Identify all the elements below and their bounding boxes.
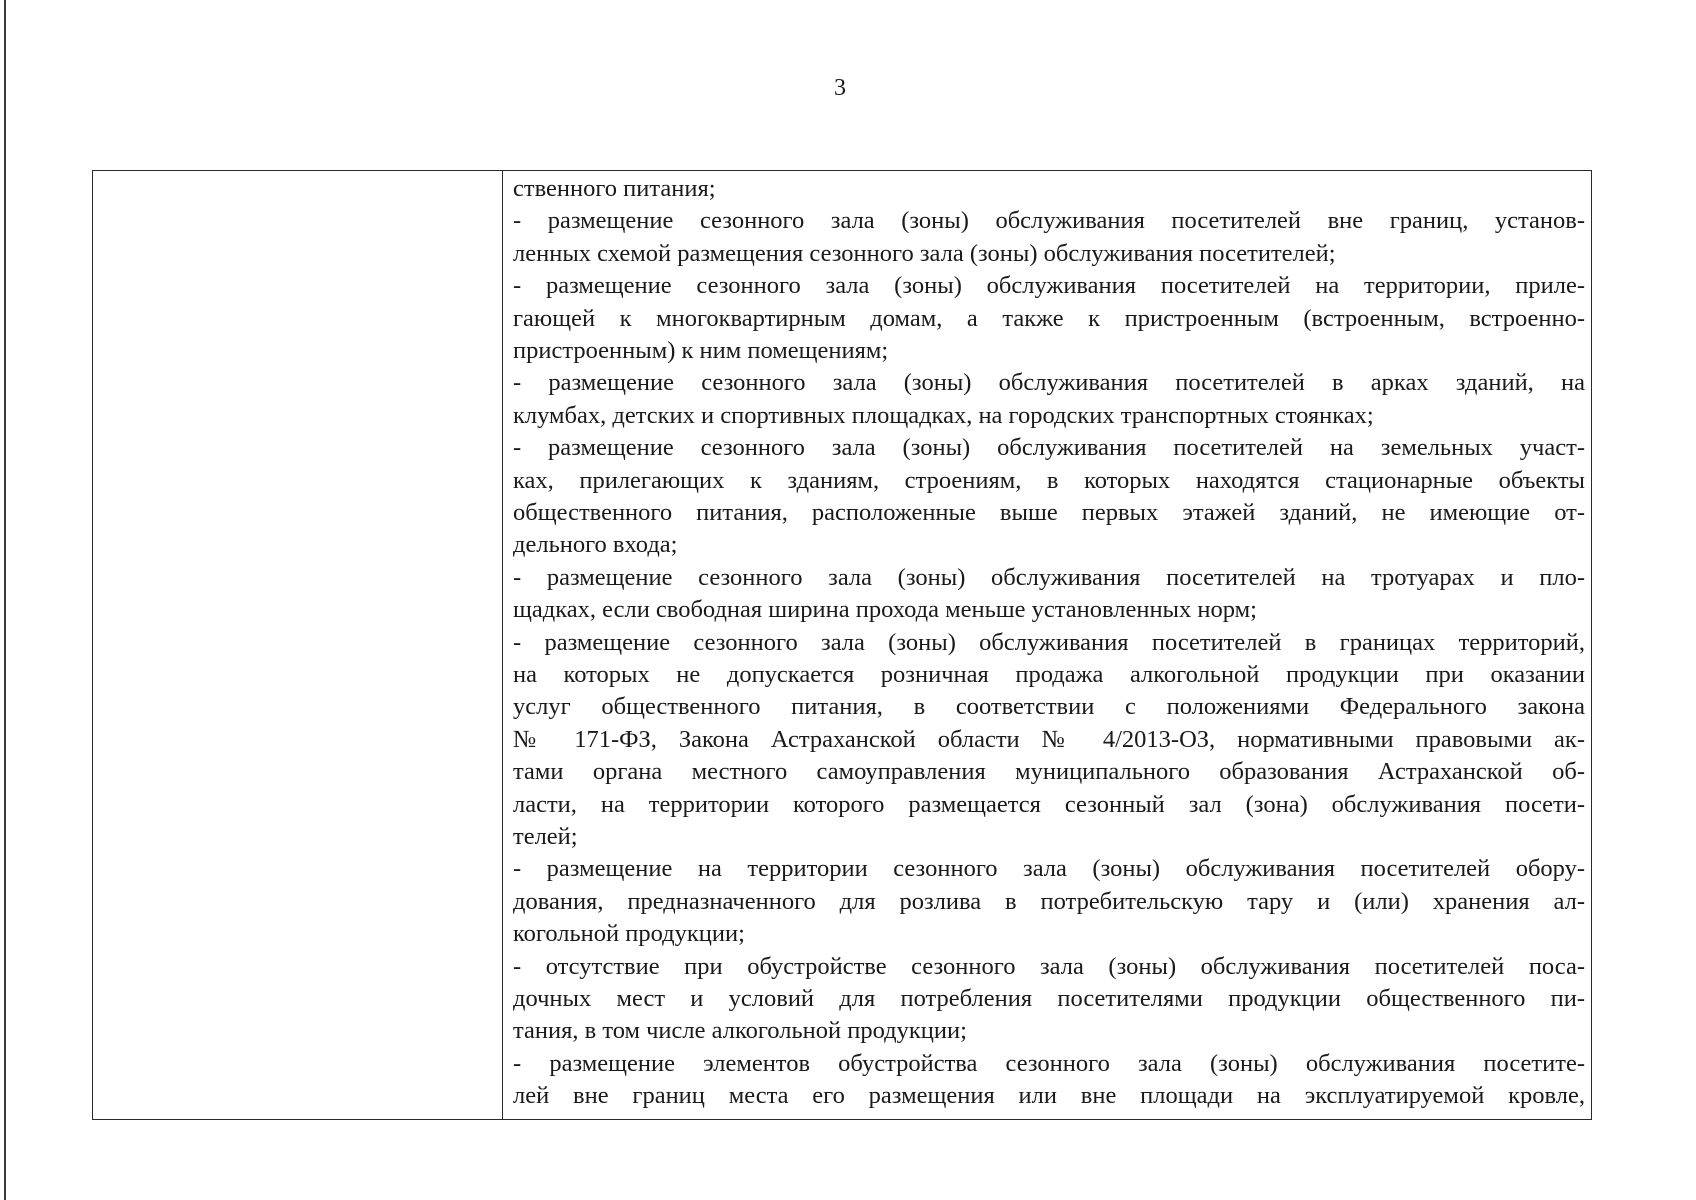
text-line: на которых не допускается розничная продажа алкогольной продукции при оказании bbox=[513, 661, 1585, 688]
text-line: щадках, если свободная ширина прохода меньше установленных норм; bbox=[513, 596, 1257, 624]
text-line: пристроенным) к ним помещениям; bbox=[513, 337, 889, 364]
text-line: - размещение сезонного зала (зоны) обслуживания посетителей в арках зданий, на bbox=[513, 369, 1585, 397]
text-line: - размещение сезонного зала (зоны) обслуживания посетителей в границах территорий, bbox=[513, 628, 1585, 656]
text-line: ственного питания; bbox=[513, 175, 716, 202]
text-line: дочных мест и условий для потребления посетителями продукции общественного пи- bbox=[513, 985, 1585, 1012]
text-line: ках, прилегающих к зданиям, строениям, в которых находятся стационарные объекты bbox=[513, 466, 1585, 494]
text-line: общественного питания, расположенные выше первых этажей зданий, не имеющие от- bbox=[513, 499, 1585, 526]
text-line: - размещение сезонного зала (зоны) обслуживания посетителей вне границ, установ- bbox=[513, 207, 1585, 235]
text-line: № 171-ФЗ, Закона Астраханской области № 4/2013-ОЗ, нормативными правовыми ак- bbox=[513, 725, 1585, 753]
text-line: ленных схемой размещения сезонного зала (зоны) обслуживания посетителей; bbox=[513, 239, 1336, 267]
document-table bbox=[92, 170, 1592, 1120]
text-line: когольной продукции; bbox=[513, 920, 745, 948]
text-line: тами органа местного самоуправления муниципального образования Астраханской об- bbox=[513, 758, 1585, 786]
table-right-cell bbox=[503, 171, 1591, 1119]
text-line: - размещение сезонного зала (зоны) обслуживания посетителей на территории, приле- bbox=[513, 272, 1585, 300]
text-line: - размещение элементов обустройства сезонного зала (зоны) обслуживания посетите- bbox=[513, 1049, 1585, 1077]
text-line: телей; bbox=[513, 823, 578, 850]
text-line: - размещение сезонного зала (зоны) обслуживания посетителей на тротуарах и пло- bbox=[513, 563, 1585, 591]
text-line: дования, предназначенного для розлива в потребительскую тару и (или) хранения ал- bbox=[513, 887, 1585, 915]
text-line: дельного входа; bbox=[513, 531, 678, 559]
text-line: клумбах, детских и спортивных площадках, на городских транспортных стоянках; bbox=[513, 401, 1374, 429]
text-line: лей вне границ места его размещения или вне площади на эксплуатируемой кровле, bbox=[513, 1082, 1585, 1110]
page-number: 3 bbox=[834, 75, 846, 101]
text-line: услуг общественного питания, в соответствии с положениями Федерального закона bbox=[513, 693, 1585, 721]
text-line: - размещение на территории сезонного зала (зоны) обслуживания посетителей обору- bbox=[513, 855, 1585, 883]
text-line: - отсутствие при обустройстве сезонного зала (зоны) обслуживания посетителей поса- bbox=[513, 952, 1585, 980]
text-line: гающей к многоквартирным домам, а также к пристроенным (встроенным, встроенно- bbox=[513, 304, 1585, 332]
text-line: - размещение сезонного зала (зоны) обслуживания посетителей на земельных участ- bbox=[513, 434, 1585, 462]
text-line: ласти, на территории которого размещается сезонный зал (зона) обслуживания посети- bbox=[513, 790, 1585, 818]
table-left-cell bbox=[93, 171, 503, 1119]
scan-edge-line bbox=[4, 0, 6, 1200]
text-line: тания, в том числе алкогольной продукции; bbox=[513, 1017, 967, 1045]
